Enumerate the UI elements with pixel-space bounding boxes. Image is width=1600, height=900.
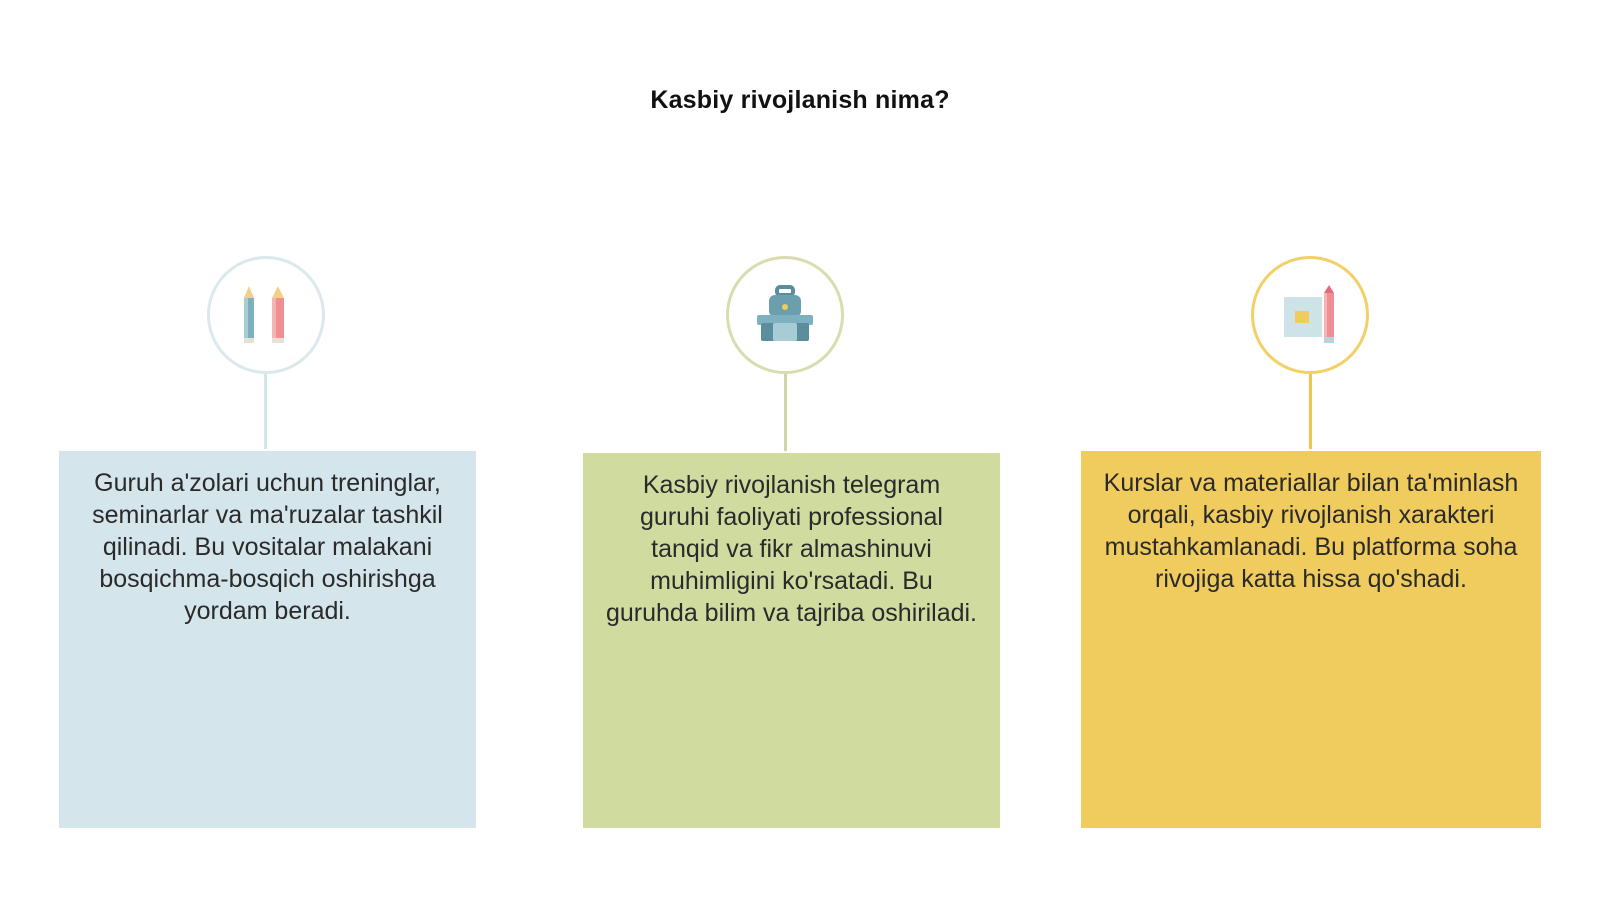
info-card-2 xyxy=(583,453,1000,828)
info-card-1 xyxy=(59,451,476,828)
icon-circle-3 xyxy=(1251,256,1369,374)
pencils-icon xyxy=(239,284,293,346)
connector-line-3 xyxy=(1309,374,1312,449)
page-title: Kasbiy rivojlanish nima? xyxy=(650,86,950,114)
card-text-3: Kurslar va materiallar bilan ta'minlash orqali, kasbiy rivojlanish xarakteri mustahkamlanadi. Bu platforma soha rivojiga katta hissa qo'shadi. xyxy=(1103,469,1519,593)
card-text-2: Kasbiy rivojlanish telegram guruhi faoliyati professional tanqid va fikr almashinuvi muhimligini ko'rsatadi. Bu guruhda bilim va tajriba oshiriladi. xyxy=(605,471,978,627)
backpack-icon xyxy=(755,285,815,345)
connector-line-1 xyxy=(264,374,267,449)
info-card-3 xyxy=(1081,451,1541,828)
icon-circle-1 xyxy=(207,256,325,374)
card-text-1: Guruh a'zolari uchun treninglar, seminarlar va ma'ruzalar tashkil qilinadi. Bu vositalar malakani bosqichma-bosqich oshirishga yordam beradi. xyxy=(92,469,443,625)
board-pencil-icon xyxy=(1280,285,1340,345)
icon-circle-2 xyxy=(726,256,844,374)
connector-line-2 xyxy=(784,374,787,451)
